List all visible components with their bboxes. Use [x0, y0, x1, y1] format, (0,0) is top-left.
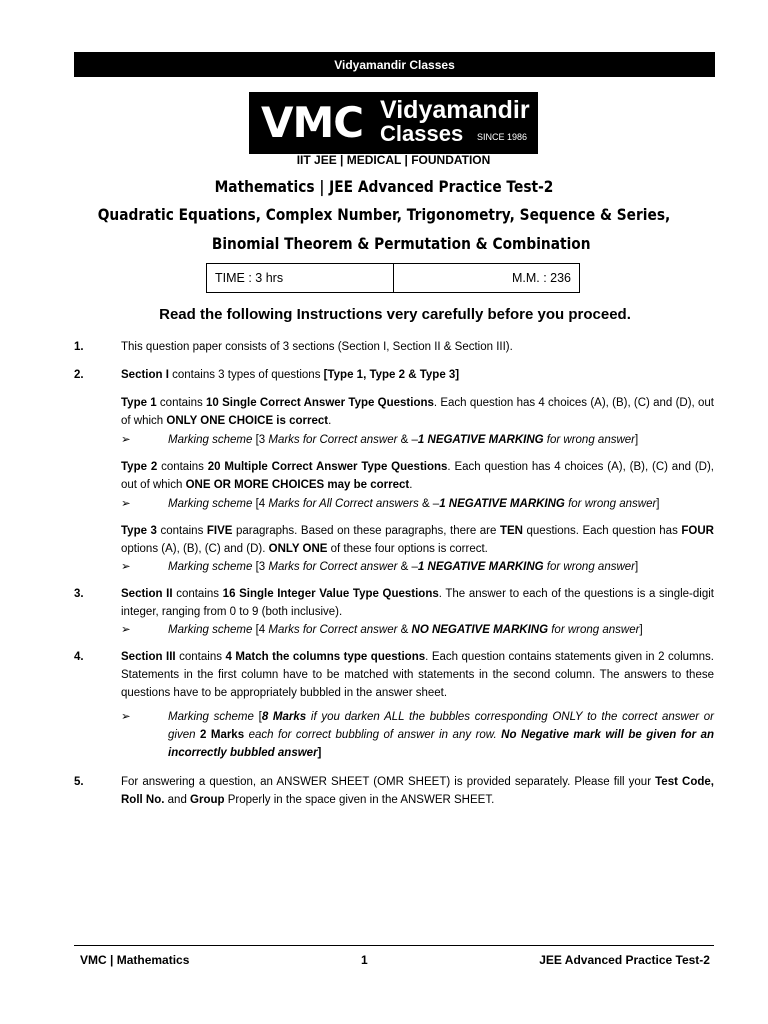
type2-description: Type 2 contains 20 Multiple Correct Answer Type Questions. Each question has 4 choices (A), (B), (C) and (D), out of which ONE OR MORE CHOICES may be correct. [121, 461, 714, 491]
header-bar-text: Vidyamandir Classes [334, 57, 455, 72]
instruction-text: Section III contains 4 Match the columns type questions. Each question contains statements given in 2 columns. Statements in the first column have to be matched with statements in the second column. The answers to these questions have to be appropriately bubbled in the answer sheet. [121, 651, 714, 699]
marking-scheme-type3: ➢ Marking scheme [3 Marks for Correct answer & –1 NEGATIVE MARKING for wrong answer] [121, 558, 714, 576]
instruction-item [74, 773, 714, 816]
logo-since: SINCE 1986 [477, 132, 528, 142]
logo-vmc-text: VMC [261, 98, 364, 147]
topics-line-2: Binomial Theorem & Permutation & Combination [211, 234, 591, 253]
instruction-item [74, 366, 714, 582]
page-footer [80, 950, 710, 970]
header-bar [74, 52, 715, 77]
instructions-list [74, 338, 714, 819]
vmc-logo [249, 92, 538, 154]
arrow-bullet-icon: ➢ [121, 434, 131, 446]
time-cell: TIME : 3 hrs [215, 271, 284, 285]
footer-divider [74, 945, 714, 946]
instructions-heading: Read the following Instructions very carefully before you proceed. [159, 306, 631, 323]
page-number: 1 [360, 953, 368, 967]
logo-name-line2: Classes [380, 121, 464, 146]
test-title: Mathematics | JEE Advanced Practice Test-2 [214, 177, 554, 196]
type3-description: Type 3 contains FIVE paragraphs. Based on these paragraphs, there are TEN questions. Each question has FOUR options (A), (B), (C) and (D). ONLY ONE of these four options is correct. [121, 525, 714, 555]
type1-description: Type 1 contains 10 Single Correct Answer Type Questions. Each question has 4 choices (A), (B), (C) and (D), out of which ONLY ONE CHOICE is correct. [121, 397, 715, 427]
item-number: 3. [74, 588, 84, 600]
time-marks-table [206, 263, 580, 293]
max-marks-cell: M.M. : 236 [393, 264, 580, 292]
marking-scheme-type1: ➢ Marking scheme [3 Marks for Correct answer & –1 NEGATIVE MARKING for wrong answer] [121, 431, 714, 449]
logo-tagline: IIT JEE | MEDICAL | FOUNDATION [296, 153, 491, 167]
item-number: 1. [74, 341, 84, 353]
footer-left: VMC | Mathematics [80, 953, 190, 967]
arrow-bullet-icon: ➢ [121, 711, 131, 723]
instruction-item [74, 585, 714, 645]
marking-scheme-section3: ➢ Marking scheme [8 Marks if you darken ALL the bubbles corresponding ONLY to the correct answer or given 2 Marks each for correct bubbling of answer in any row. No Negative mark will be given for an incorrectly bubbled answer] [121, 708, 714, 762]
marking-scheme-type2: ➢ Marking scheme [4 Marks for All Correct answers & –1 NEGATIVE MARKING for wrong answer] [121, 495, 714, 513]
item-number: 2. [74, 369, 84, 381]
instruction-text: Section I contains 3 types of questions [Type 1, Type 2 & Type 3] [121, 369, 460, 381]
instruction-item [74, 338, 714, 363]
instruction-item [74, 648, 714, 770]
footer-right: JEE Advanced Practice Test-2 [539, 953, 710, 967]
item-number: 4. [74, 651, 84, 663]
topics-line-1: Quadratic Equations, Complex Number, Trigonometry, Sequence & Series, [97, 205, 671, 224]
arrow-bullet-icon: ➢ [121, 498, 131, 510]
instruction-text: Section II contains 16 Single Integer Value Type Questions. The answer to each of the questions is a single-digit integer, ranging from 0 to 9 (both inclusive). [121, 588, 714, 618]
instruction-text: For answering a question, an ANSWER SHEET (OMR SHEET) is provided separately. Please fill your Test Code, Roll No. and Group Properly in the space given in the ANSWER SHEET. [121, 776, 714, 806]
arrow-bullet-icon: ➢ [121, 624, 131, 636]
instruction-text: This question paper consists of 3 sections (Section I, Section II & Section III). [121, 341, 513, 353]
marking-scheme-section2: ➢ Marking scheme [4 Marks for Correct answer & NO NEGATIVE MARKING for wrong answer] [121, 621, 714, 639]
item-number: 5. [74, 776, 84, 788]
arrow-bullet-icon: ➢ [121, 561, 131, 573]
logo-name-line1: Vidyamandir [380, 96, 530, 124]
